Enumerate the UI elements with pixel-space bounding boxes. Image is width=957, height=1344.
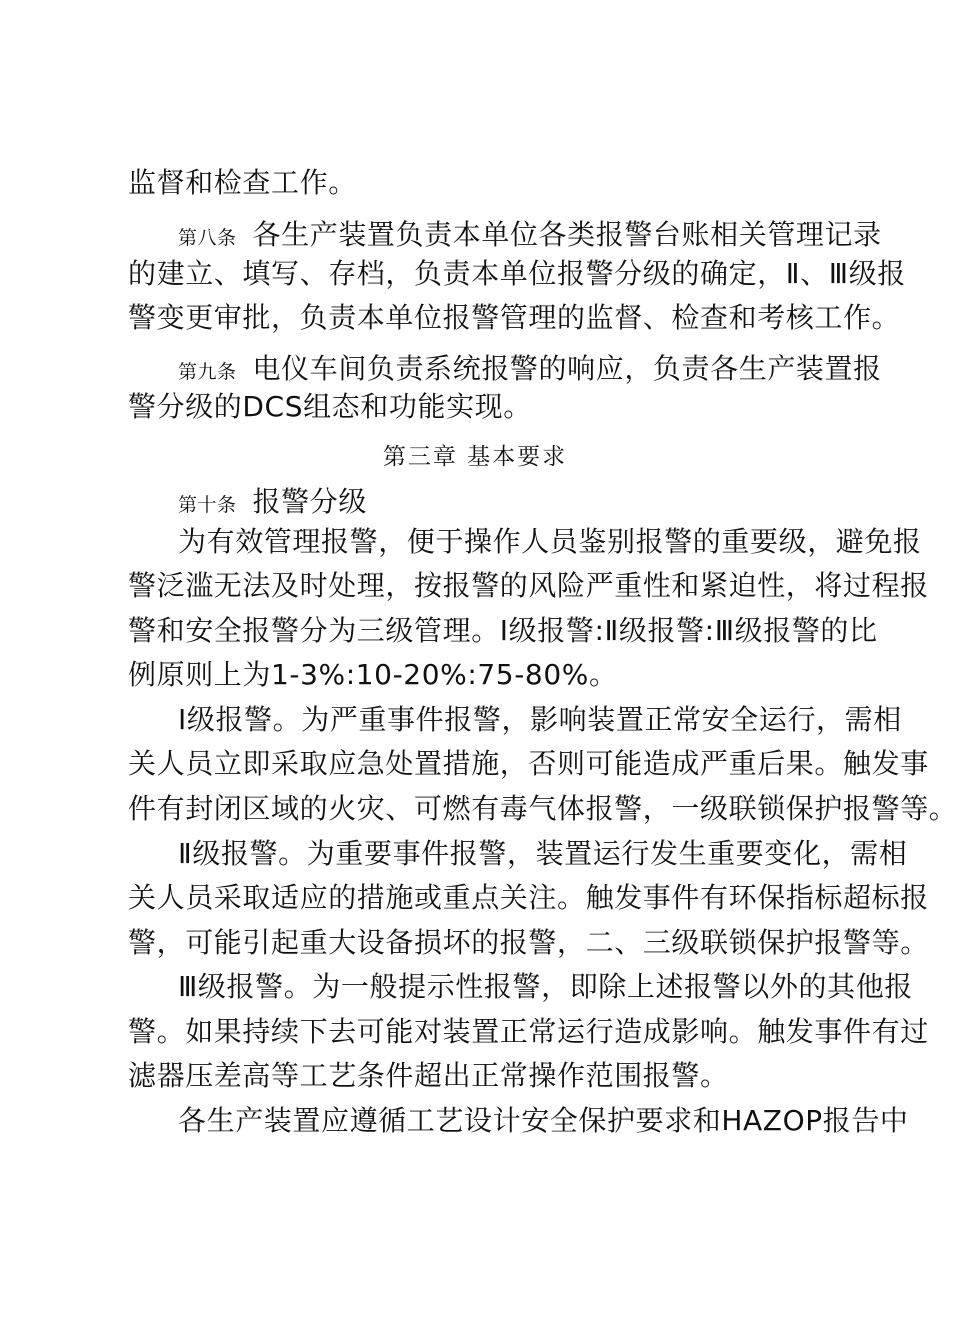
paragraph-line: 关人员立即采取应急处置措施，否则可能造成严重后果。触发事 [128,747,929,780]
paragraph-line: 警。如果持续下去可能对装置正常运行造成影响。触发事件有过 [128,1015,929,1048]
paragraph-line: Ⅱ级报警。为重要事件报警，装置运行发生重要变化，需相 [178,837,908,870]
article-label: 第九条 [178,361,237,383]
paragraph-line: 监督和检查工作。 [128,166,357,199]
article-label: 第八条 [178,227,237,249]
article-text: 电仪车间负责系统报警的响应，负责各生产装置报 [252,352,882,385]
paragraph-line: 的建立、填写、存档，负责本单位报警分级的确定，Ⅱ、Ⅲ级报 [128,257,906,290]
article-9-heading [178,352,882,389]
article-label: 第十条 [178,494,237,516]
paragraph-line: 滤器压差高等工艺条件超出正常操作范围报警。 [128,1059,729,1092]
paragraph-line: 件有封闭区域的火灾、可燃有毒气体报警，一级联锁保护报警等。 [128,792,957,825]
paragraph-line: 警和安全报警分为三级管理。Ⅰ级报警:Ⅱ级报警:Ⅲ级报警的比 [128,614,878,647]
paragraph-line: Ⅰ级报警。为严重事件报警，影响装置正常安全运行，需相 [178,703,902,736]
paragraph-line: 警分级的DCS组态和功能实现。 [128,390,532,423]
chapter-title: 第三章 基本要求 [382,444,568,470]
paragraph-line: 警泛滥无法及时处理，按报警的风险严重性和紧迫性，将过程报 [128,569,929,602]
paragraph-line: 各生产装置应遵循工艺设计安全保护要求和HAZOP报告中 [178,1104,909,1137]
paragraph-line: 关人员采取适应的措施或重点关注。触发事件有环保指标超标报 [128,881,929,914]
article-text: 报警分级 [252,485,367,518]
paragraph-line: Ⅲ级报警。为一般提示性报警，即除上述报警以外的其他报 [178,970,913,1003]
article-text: 各生产装置负责本单位各类报警台账相关管理记录 [252,218,882,251]
paragraph-line: 警，可能引起重大设备损坏的报警，二、三级联锁保护报警等。 [128,926,929,959]
article-8-heading [178,218,882,255]
article-10-heading [178,485,838,522]
paragraph-line: 为有效管理报警，便于操作人员鉴别报警的重要级，避免报 [178,525,922,558]
paragraph-line: 警变更审批，负责本单位报警管理的监督、检查和考核工作。 [128,301,901,334]
paragraph-line: 例原则上为1-3%:10-20%:75-80%。 [128,658,618,691]
